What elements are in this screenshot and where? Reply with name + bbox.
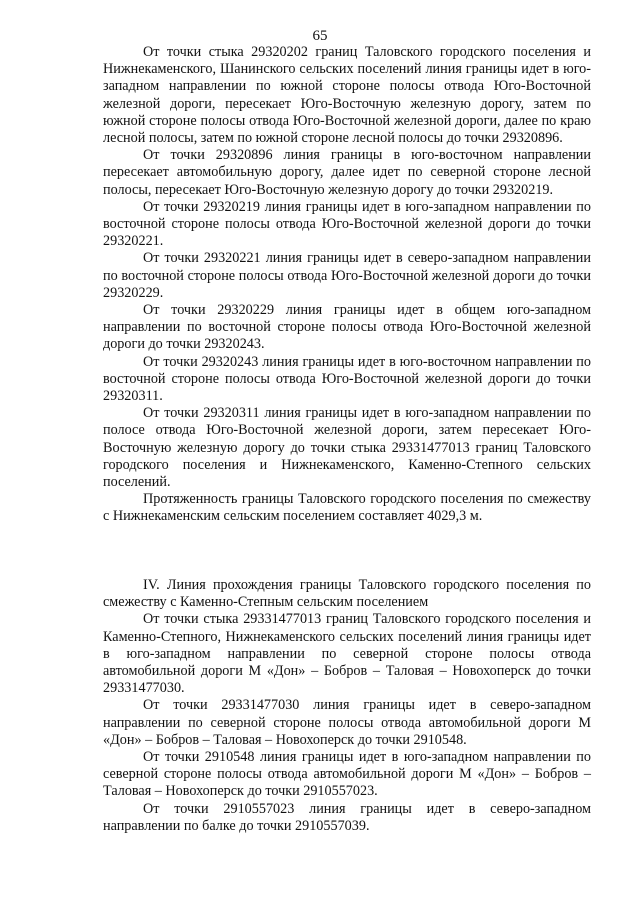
- page-number: 65: [312, 28, 328, 44]
- paragraph: От точки 29320896 линия границы в юго-восточном направлении пересекает автомобильную дорогу, далее идет по северной стороне лесной полосы, пересекает Юго-Восточную железную дорогу до точки 29320219.: [103, 147, 591, 198]
- text-block-part2: [103, 577, 591, 835]
- paragraph: От точки стыка 29331477013 границ Таловского городского поселения и Каменно-Степного, Нижнекаменского сельских поселений линия границы идет в юго-западном направлении по северной стороне полосы отвода автомобильной дороги М «Дон» – Бобров – Таловая – Новохоперск до точки 29331477030.: [103, 611, 591, 697]
- paragraph: От точки 29320219 линия границы идет в юго-западном направлении по восточной стороне полосы отвода Юго-Восточной железной дороги до точки 29320221.: [103, 198, 591, 250]
- paragraph: От точки 29320221 линия границы идет в северо-западном направлении по восточной стороне полосы отвода Юго-Восточной железной дороги до точки 29320229.: [103, 250, 591, 301]
- paragraph: От точки 2910557023 линия границы идет в северо-западном направлении по балке до точки 2910557039.: [103, 800, 591, 834]
- paragraph: От точки 2910548 линия границы идет в юго-западном направлении по северной стороне полосы отвода автомобильной дороги М «Дон» – Бобров – Таловая – Новохоперск до точки 2910557023.: [103, 749, 591, 800]
- paragraph: От точки 29320229 линия границы идет в общем юго-западном направлении по восточной стороне полосы отвода Юго-Восточной железной дороги до точки 29320243.: [103, 302, 591, 353]
- paragraph: Протяженность границы Таловского городского поселения по смежеству с Нижнекаменским сельским поселением составляет 4029,3 м.: [103, 491, 591, 525]
- paragraph: От точки 29320311 линия границы идет в юго-западном направлении по полосе отвода Юго-Восточной железной дороги, затем пересекает Юго-Восточную железную дорогу до точки стыка 29331477013 границ Таловского городского поселения и Нижнекаменского, Каменно-Степного сельских поселений.: [103, 405, 591, 491]
- paragraph: От точки 29320243 линия границы идет в юго-восточном направлении по восточной стороне полосы отвода Юго-Восточной железной дороги до точки 29320311.: [103, 353, 591, 405]
- section-heading: IV. Линия прохождения границы Таловского городского поселения по смежеству с Каменно-Степным сельским поселением: [103, 577, 591, 611]
- text-block-part1: [103, 44, 591, 526]
- paragraph: От точки 29331477030 линия границы идет в северо-западном направлении по северной стороне полосы отвода автомобильной дороги М «Дон» – Бобров – Таловая – Новохоперск до точки 2910548.: [103, 697, 591, 748]
- paragraph: От точки стыка 29320202 границ Таловского городского поселения и Нижнекаменского, Шанинского сельских поселений линия границы идет в юго-западном направлении по южной стороне полосы отвода Юго-Восточной железной дороги, пересекает Юго-Восточную железную дорогу, затем по южной стороне полосы отвода Юго-Восточной железной дороги, далее по краю лесной полосы, затем по южной стороне лесной полосы до точки 29320896.: [103, 44, 591, 147]
